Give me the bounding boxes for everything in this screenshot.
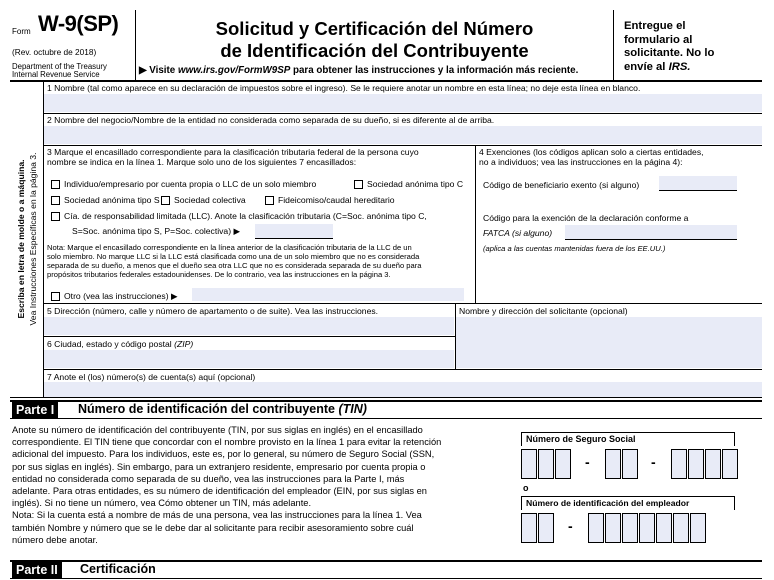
fatca-label-a: Código para la exención de la declaración conforme a (483, 213, 689, 223)
requester-label: Nombre y dirección del solicitante (opcional) (459, 306, 628, 316)
other-label: Otro (vea las instrucciones) ▶ (64, 291, 178, 301)
llc-checkbox[interactable] (51, 212, 60, 221)
agency: Internal Revenue Service (12, 70, 100, 79)
ein-field[interactable]: - (521, 510, 762, 546)
part1-title: Número de identificación del contribuyente (TIN) (78, 402, 367, 416)
other-classification-field[interactable] (192, 288, 464, 301)
part2-tag: Parte II (12, 562, 62, 578)
line4-label-a: 4 Exenciones (los códigos aplican solo a ciertas entidades, (479, 147, 704, 157)
line6-label: 6 Ciudad, estado y código postal (ZIP) (47, 339, 194, 349)
line3-label-a: 3 Marque el encasillado correspondiente para la clasificación tributaria federal de la persona cuyo (47, 147, 419, 157)
part1-instructions: Anote su número de identificación del contribuyente (TIN, por sus siglas en inglés) en el encasillado correspondiente. El TIN tiene que concordar con el nombre provisto en la línea 1 para evitar la retención adicional del impuesto. Para los individuos, este es, por lo general, su número de Seguro Social (SSN, por sus siglas en inglés). Sin embargo, para un extranjero residente, empresario por cuenta propia o entidad no considerada como separada de su dueño, vea las instrucciones para la Parte I, más adelante. Para otras entidades, es su número de identificación del empleador (EIN, por sus siglas en inglés). Si no tiene un número, vea Cómo obtener un TIN, más adelante. Nota: Si la cuenta está a nombre de más de una persona, vea las instrucciones para la línea 1. Vea también Nombre y número que se le debe dar al solicitante para recibir asesoramiento sobre cuál número debe anotar. (12, 425, 442, 545)
address-field[interactable] (44, 317, 454, 335)
department: Department of the Treasury (12, 62, 107, 71)
other-checkbox[interactable] (51, 292, 60, 301)
trust-estate-label: Fideicomiso/caudal hereditario (278, 195, 395, 205)
s-corp-label: Sociedad anónima tipo S (64, 195, 160, 205)
line4-label-b: no a individuos; vea las instrucciones en la página 4): (479, 157, 683, 167)
llc-label: Cía. de responsabilidad limitada (LLC). Anote la clasificación tributaria (C=Soc. anónima tipo C, (64, 211, 427, 221)
llc-classification-field[interactable] (255, 224, 333, 238)
business-name-field[interactable] (44, 126, 762, 144)
visit-instructions: ▶ Visite www.irs.gov/FormW9SP para obtener las instrucciones y la información más reciente. (139, 65, 579, 76)
c-corp-label: Sociedad anónima tipo C (367, 179, 464, 189)
form-label: Form (12, 27, 31, 36)
s-corp-checkbox[interactable] (51, 196, 60, 205)
llc-label-2: S=Soc. anónima tipo S, P=Soc. colectiva) ▶ (72, 226, 241, 236)
ssn-label-box: Número de Seguro Social (521, 432, 735, 446)
ssn-field[interactable]: - - (521, 446, 762, 482)
name-field[interactable] (44, 94, 762, 112)
part1-tag: Parte I (12, 402, 58, 418)
side-instructions: Escriba en letra de molde o a máquina. Vea Instrucciones Específicas en la página 3. (16, 152, 38, 326)
exempt-payee-field[interactable] (659, 176, 737, 190)
form-title-line1: Solicitud y Certificación del Número (215, 18, 534, 39)
individual-checkbox[interactable] (51, 180, 60, 189)
line7-label: 7 Anote el (los) número(s) de cuenta(s) aquí (opcional) (47, 372, 256, 382)
form-code: W-9(SP) (38, 11, 119, 36)
submit-note: Entregue el formulario al solicitante. No lo envíe al IRS. (624, 20, 715, 73)
fatca-label-b: FATCA (si alguno) (483, 228, 553, 238)
line3-label-b: nombre se indica en la línea 1. Marque solo uno de los siguientes 7 encasillados: (47, 157, 357, 167)
fatca-field[interactable] (565, 225, 737, 239)
city-state-zip-field[interactable] (44, 350, 454, 368)
or-label: o (523, 483, 529, 493)
exempt-payee-label: Código de beneficiario exento (si alguno) (483, 180, 640, 190)
form-title-line2: de Identificación del Contribuyente (220, 40, 529, 61)
revision-date: (Rev. octubre de 2018) (12, 47, 97, 57)
requester-field[interactable] (456, 317, 762, 368)
partnership-checkbox[interactable] (161, 196, 170, 205)
individual-label: Individuo/empresario por cuenta propia o LLC de un solo miembro (64, 179, 317, 189)
trust-estate-checkbox[interactable] (265, 196, 274, 205)
c-corp-checkbox[interactable] (354, 180, 363, 189)
ein-label-box: Número de identificación del empleador (521, 496, 735, 510)
llc-note: Nota: Marque el encasillado correspondiente en la línea anterior de la clasificación tributaria de la LLC de un solo miembro. No marque LLC si la LLC está clasificada como una de un solo miembro que no es considerada separada de su dueño, a menos que el dueño sea otra LLC que no es considerada separada de su dueño para propósitos tributarios federales estadounidenses. De lo contrario, vea las instrucciones en la página 3. (47, 243, 422, 279)
line5-label: 5 Dirección (número, calle y número de apartamento o de suite). Vea las instrucciones. (47, 306, 379, 316)
line1-label: 1 Nombre (tal como aparece en su declaración de impuestos sobre el ingreso). Se le requiere anotar un nombre en esta línea; no deje esta línea en blanco. (47, 83, 641, 93)
line2-label: 2 Nombre del negocio/Nombre de la entidad no considerada como separada de su dueño, si es diferente al de arriba. (47, 115, 495, 125)
fatca-note: (aplica a las cuentas mantenidas fuera de los EE.UU.) (483, 244, 666, 253)
part2-title: Certificación (80, 562, 156, 576)
account-numbers-field[interactable] (44, 382, 762, 397)
partnership-label: Sociedad colectiva (174, 195, 246, 205)
